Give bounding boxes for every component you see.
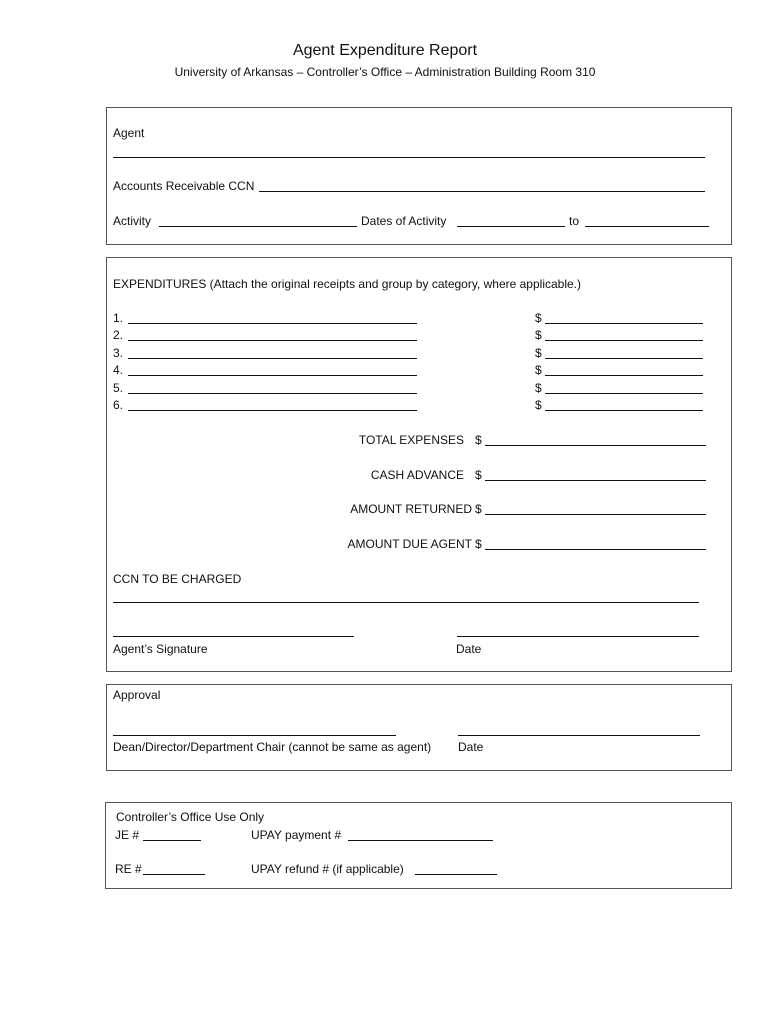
item-description-field[interactable] <box>128 410 417 411</box>
amount-returned-field[interactable] <box>485 514 706 515</box>
upay-refund-label: UPAY refund # (if applicable) <box>251 862 404 876</box>
amount-returned-label: AMOUNT RETURNED <box>350 502 472 516</box>
ar-ccn-label: Accounts Receivable CCN <box>113 179 255 193</box>
approval-heading: Approval <box>113 688 161 702</box>
expenditures-heading: EXPENDITURES (Attach the original receipts and group by category, where applicable.) <box>113 277 582 291</box>
agent-label: Agent <box>113 126 145 140</box>
item-amount-field[interactable] <box>545 410 703 411</box>
currency-symbol: $ <box>535 346 542 360</box>
currency-symbol: $ <box>475 502 482 516</box>
cash-advance-label: CASH ADVANCE <box>370 468 464 482</box>
approval-date-field[interactable] <box>458 735 700 736</box>
currency-symbol: $ <box>535 311 542 325</box>
currency-symbol: $ <box>535 381 542 395</box>
agent-field[interactable] <box>113 157 705 158</box>
currency-symbol: $ <box>535 363 542 377</box>
amount-due-agent-label: AMOUNT DUE AGENT <box>347 537 472 551</box>
approver-signature-field[interactable] <box>113 735 396 736</box>
ccn-to-be-charged-field[interactable] <box>113 602 699 603</box>
item-number: 2. <box>113 328 124 342</box>
re-label: RE # <box>115 862 142 876</box>
currency-symbol: $ <box>535 398 542 412</box>
agent-date-label: Date <box>456 642 482 656</box>
currency-symbol: $ <box>535 328 542 342</box>
approval-section <box>106 684 732 771</box>
item-number: 6. <box>113 398 124 412</box>
upay-payment-field[interactable] <box>348 840 493 841</box>
currency-symbol: $ <box>475 433 482 447</box>
item-amount-field[interactable] <box>545 340 703 341</box>
agent-signature-label: Agent’s Signature <box>113 642 208 656</box>
ar-ccn-field[interactable] <box>259 191 705 192</box>
currency-symbol: $ <box>475 537 482 551</box>
agent-signature-field[interactable] <box>113 636 354 637</box>
total-expenses-label: TOTAL EXPENSES <box>358 433 464 447</box>
page-subtitle: University of Arkansas – Controller’s Office – Administration Building Room 310 <box>174 65 596 79</box>
amount-due-agent-field[interactable] <box>485 549 706 550</box>
item-description-field[interactable] <box>128 358 417 359</box>
to-label: to <box>569 214 580 228</box>
dates-to-field[interactable] <box>585 226 709 227</box>
item-description-field[interactable] <box>128 393 417 394</box>
dates-from-field[interactable] <box>457 226 565 227</box>
activity-field[interactable] <box>159 226 357 227</box>
item-number: 4. <box>113 363 124 377</box>
item-amount-field[interactable] <box>545 358 703 359</box>
item-amount-field[interactable] <box>545 375 703 376</box>
item-description-field[interactable] <box>128 375 417 376</box>
item-number: 1. <box>113 311 124 325</box>
item-number: 3. <box>113 346 124 360</box>
agent-signature-date-field[interactable] <box>457 636 699 637</box>
item-description-field[interactable] <box>128 340 417 341</box>
re-field[interactable] <box>143 874 205 875</box>
controller-heading: Controller’s Office Use Only <box>116 810 265 824</box>
currency-symbol: $ <box>475 468 482 482</box>
upay-payment-label: UPAY payment # <box>251 828 342 842</box>
item-amount-field[interactable] <box>545 393 703 394</box>
expenditures-section <box>106 257 732 672</box>
upay-refund-field[interactable] <box>415 874 497 875</box>
total-expenses-field[interactable] <box>485 445 706 446</box>
page-title: Agent Expenditure Report <box>292 42 478 59</box>
dates-of-activity-label: Dates of Activity <box>361 214 447 228</box>
cash-advance-field[interactable] <box>485 480 706 481</box>
ccn-to-be-charged-label: CCN TO BE CHARGED <box>113 572 242 586</box>
item-number: 5. <box>113 381 124 395</box>
approver-label: Dean/Director/Department Chair (cannot be same as agent) <box>113 740 432 754</box>
je-label: JE # <box>115 828 140 842</box>
activity-label: Activity <box>113 214 152 228</box>
item-amount-field[interactable] <box>545 323 703 324</box>
je-field[interactable] <box>143 840 201 841</box>
item-description-field[interactable] <box>128 323 417 324</box>
approval-date-label: Date <box>458 740 484 754</box>
